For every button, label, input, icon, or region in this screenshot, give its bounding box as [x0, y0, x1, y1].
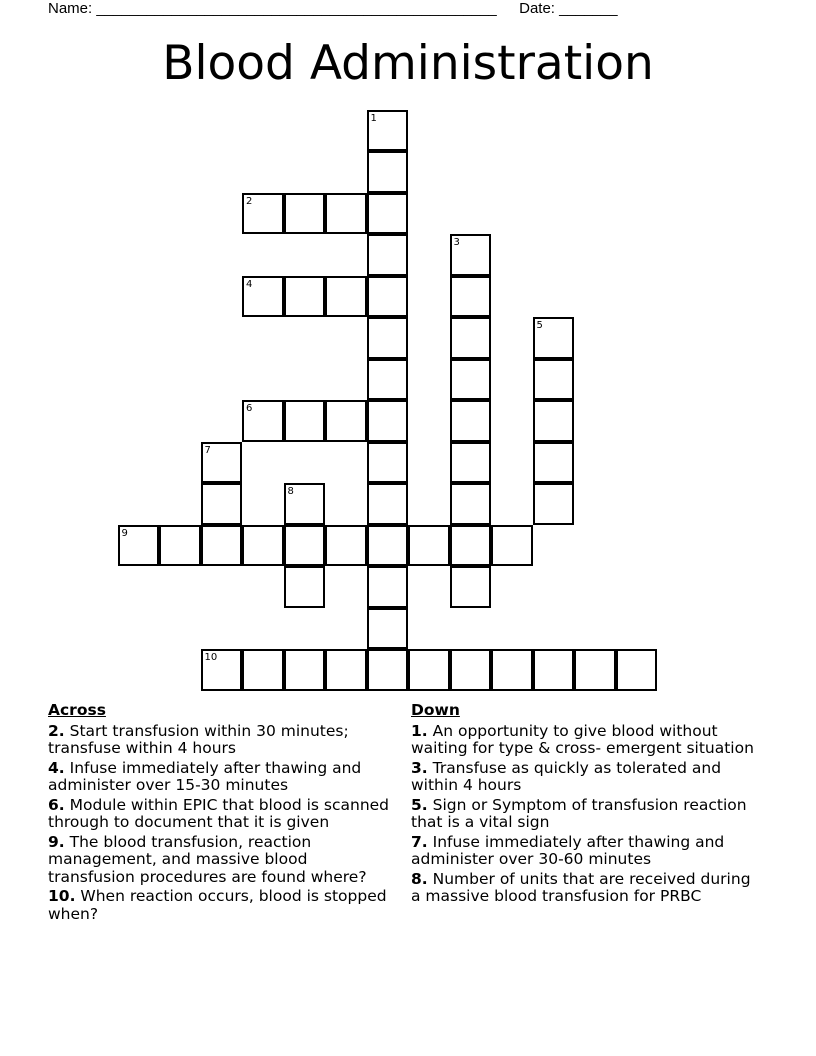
grid-cell[interactable]: [242, 525, 284, 567]
grid-cell[interactable]: [242, 193, 284, 235]
clue-number-label: 9: [121, 527, 128, 539]
grid-cell[interactable]: [367, 566, 409, 608]
grid-cell[interactable]: [533, 483, 575, 525]
clue-text: An opportunity to give blood without waiting for type & cross- emergent situation: [411, 721, 754, 757]
grid-cell[interactable]: [367, 234, 409, 276]
grid-cell[interactable]: [533, 649, 575, 691]
grid-cell[interactable]: [574, 649, 616, 691]
grid-cell[interactable]: [533, 359, 575, 401]
grid-cell[interactable]: [242, 276, 284, 318]
grid-cell[interactable]: [367, 276, 409, 318]
clue-across-4: [48, 760, 393, 795]
grid-cell[interactable]: [450, 442, 492, 484]
grid-cell[interactable]: [533, 442, 575, 484]
name-field[interactable]: Name: ________________________________________________: [48, 0, 497, 17]
clue-across-6: [48, 797, 393, 832]
grid-cell[interactable]: [201, 525, 243, 567]
clue-number-label: 5: [536, 320, 543, 331]
clue-text: Start transfusion within 30 minutes; transfuse within 4 hours: [48, 721, 349, 757]
date-field[interactable]: Date: _______: [519, 0, 618, 17]
clue-number: 8.: [411, 869, 428, 888]
down-clues: [411, 702, 761, 908]
grid-cell[interactable]: [367, 110, 409, 152]
grid-cell[interactable]: [450, 317, 492, 359]
clue-number-label: 6: [246, 403, 253, 414]
grid-cell[interactable]: [242, 400, 284, 442]
clue-number-label: 4: [246, 278, 253, 290]
grid-cell[interactable]: [325, 649, 367, 691]
grid-cell[interactable]: [616, 649, 658, 691]
clue-number-label: 1: [370, 112, 377, 124]
grid-cell[interactable]: [325, 400, 367, 442]
clue-number: 4.: [48, 758, 65, 777]
grid-cell[interactable]: [450, 400, 492, 442]
grid-cell[interactable]: [491, 525, 533, 567]
grid-cell[interactable]: [284, 276, 326, 318]
clue-across-2: [48, 723, 393, 758]
grid-cell[interactable]: [201, 442, 243, 484]
grid-cell[interactable]: [284, 483, 326, 525]
grid-cell[interactable]: [284, 566, 326, 608]
clue-across-9: [48, 834, 393, 887]
grid-cell[interactable]: [367, 608, 409, 650]
grid-cell[interactable]: [367, 193, 409, 235]
clue-number: 5.: [411, 795, 428, 814]
grid-cell[interactable]: [450, 649, 492, 691]
grid-cell[interactable]: [533, 400, 575, 442]
grid-cell[interactable]: [284, 649, 326, 691]
clue-text: Number of units that are received during a massive blood transfusion for PRBC: [411, 869, 751, 905]
clue-number-label: 10: [204, 652, 218, 663]
clue-text: When reaction occurs, blood is stopped when?: [48, 887, 387, 923]
grid-cell[interactable]: [367, 359, 409, 401]
grid-cell[interactable]: [450, 483, 492, 525]
clue-number-label: 2: [246, 195, 253, 207]
grid-cell[interactable]: [325, 193, 367, 235]
grid-cell[interactable]: [367, 442, 409, 484]
down-heading: Down: [411, 701, 460, 719]
clue-down-1: [411, 723, 761, 758]
grid-cell[interactable]: [450, 234, 492, 276]
grid-cell[interactable]: [118, 525, 160, 567]
grid-cell[interactable]: [284, 525, 326, 567]
clue-number: 3.: [411, 758, 428, 777]
grid-cell[interactable]: [408, 525, 450, 567]
clue-down-7: [411, 834, 761, 869]
grid-cell[interactable]: [325, 525, 367, 567]
grid-cell[interactable]: [367, 151, 409, 193]
clue-number-label: 3: [453, 237, 460, 248]
clue-number: 7.: [411, 832, 428, 851]
clue-across-10: [48, 888, 393, 923]
clue-number: 1.: [411, 721, 428, 740]
grid-cell[interactable]: [408, 649, 450, 691]
grid-cell[interactable]: [201, 649, 243, 691]
grid-cell[interactable]: [491, 649, 533, 691]
clue-number: 6.: [48, 795, 65, 814]
grid-cell[interactable]: [450, 566, 492, 608]
clue-text: Module within EPIC that blood is scanned through to document that it is given: [48, 795, 390, 831]
grid-cell[interactable]: [367, 649, 409, 691]
clue-text: Sign or Symptom of transfusion reaction that is a vital sign: [411, 795, 747, 831]
page-title: Blood Administration: [162, 36, 654, 91]
grid-cell[interactable]: [367, 317, 409, 359]
grid-cell[interactable]: [201, 483, 243, 525]
clue-down-3: [411, 760, 761, 795]
grid-cell[interactable]: [367, 400, 409, 442]
across-clues: [48, 702, 393, 925]
clue-number: 9.: [48, 832, 65, 851]
clue-number: 2.: [48, 721, 65, 740]
clue-number: 10.: [48, 887, 76, 905]
clue-number-label: 8: [287, 486, 294, 497]
clue-down-5: [411, 797, 761, 832]
grid-cell[interactable]: [325, 276, 367, 318]
grid-cell[interactable]: [533, 317, 575, 359]
clue-text: Infuse immediately after thawing and administer over 15-30 minutes: [48, 758, 362, 794]
grid-cell[interactable]: [450, 359, 492, 401]
clue-text: The blood transfusion, reaction management, and massive blood transfusion procedures are found where?: [48, 832, 367, 886]
grid-cell[interactable]: [159, 525, 201, 567]
clue-text: Transfuse as quickly as tolerated and within 4 hours: [411, 758, 722, 794]
across-heading: Across: [48, 701, 106, 719]
grid-cell[interactable]: [450, 276, 492, 318]
clue-down-8: [411, 871, 761, 906]
grid-cell[interactable]: [450, 525, 492, 567]
grid-cell[interactable]: [367, 483, 409, 525]
clue-text: Infuse immediately after thawing and administer over 30-60 minutes: [411, 832, 725, 868]
grid-cell[interactable]: [284, 193, 326, 235]
grid-cell[interactable]: [284, 400, 326, 442]
grid-cell[interactable]: [242, 649, 284, 691]
grid-cell[interactable]: [367, 525, 409, 567]
clue-number-label: 7: [204, 444, 211, 456]
